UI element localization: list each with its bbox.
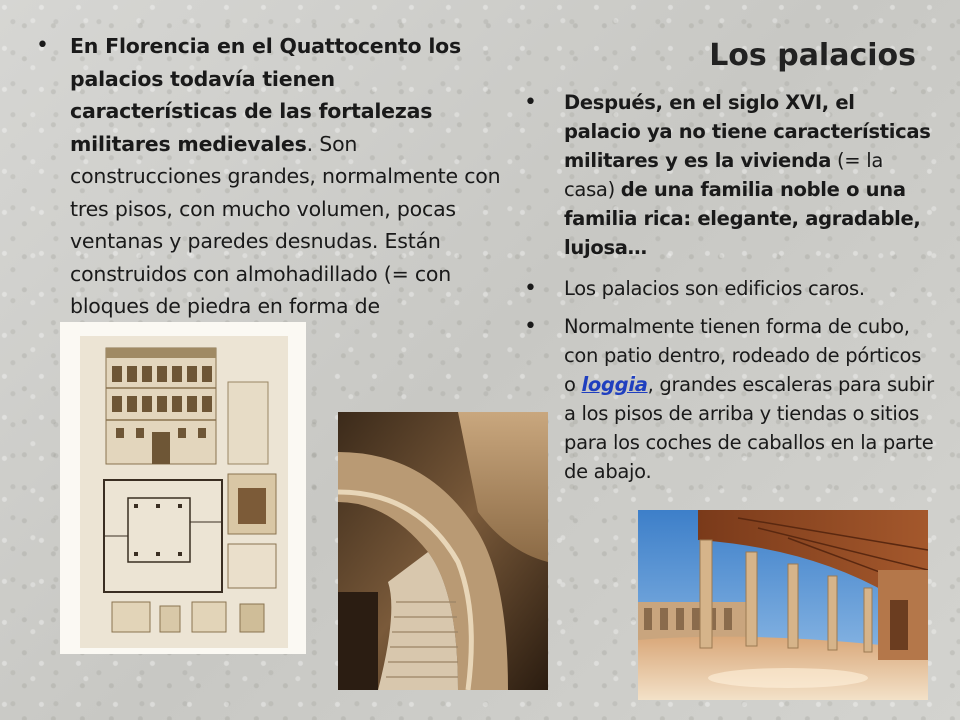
bullet-siglo-xvi <box>524 88 934 262</box>
loggia-courtyard-image <box>638 510 928 700</box>
bullet-cubo-text-2: , grandes escaleras para subir a los pisos de arriba y tiendas o sitios para los coches de caballos en la parte de abajo. <box>564 373 934 483</box>
palace-plan-image <box>60 322 306 654</box>
bullet-caros-text: Los palacios son edificios caros. <box>564 277 865 300</box>
right-bullet-list <box>524 88 934 495</box>
bullet-forma-cubo <box>524 312 934 486</box>
bullet-cubo-text-1: Normalmente tienen forma de cubo, con patio dentro, rodeado de pórticos o <box>564 315 922 396</box>
bullet-florencia-text: . Son construcciones grandes, normalmente con tres pisos, con mucho volumen, pocas ventanas y paredes desnudas. Están construidos con almohadillado (= con bloques de piedra en forma de <box>70 131 501 318</box>
bullet-siglo-bold-2: de una familia noble o una familia rica: elegante, agradable, lujosa… <box>564 178 921 259</box>
bullet-siglo-bold-1: Después, en el siglo XVI, el palacio ya no tiene características militares y es la vivienda <box>564 91 931 172</box>
bullet-siglo-normal: (= la casa) <box>564 149 883 201</box>
loggia-link[interactable]: loggia <box>581 373 648 396</box>
left-bullet-list <box>36 30 506 355</box>
bullet-florencia-bold: En Florencia en el Quattocento los palacios todavía tienen características de las fortalezas militares medievales <box>70 34 462 156</box>
bullet-florencia <box>36 30 506 355</box>
slide-title: Los palacios <box>709 38 916 73</box>
staircase-image <box>338 412 548 690</box>
bullet-caros <box>524 274 934 303</box>
